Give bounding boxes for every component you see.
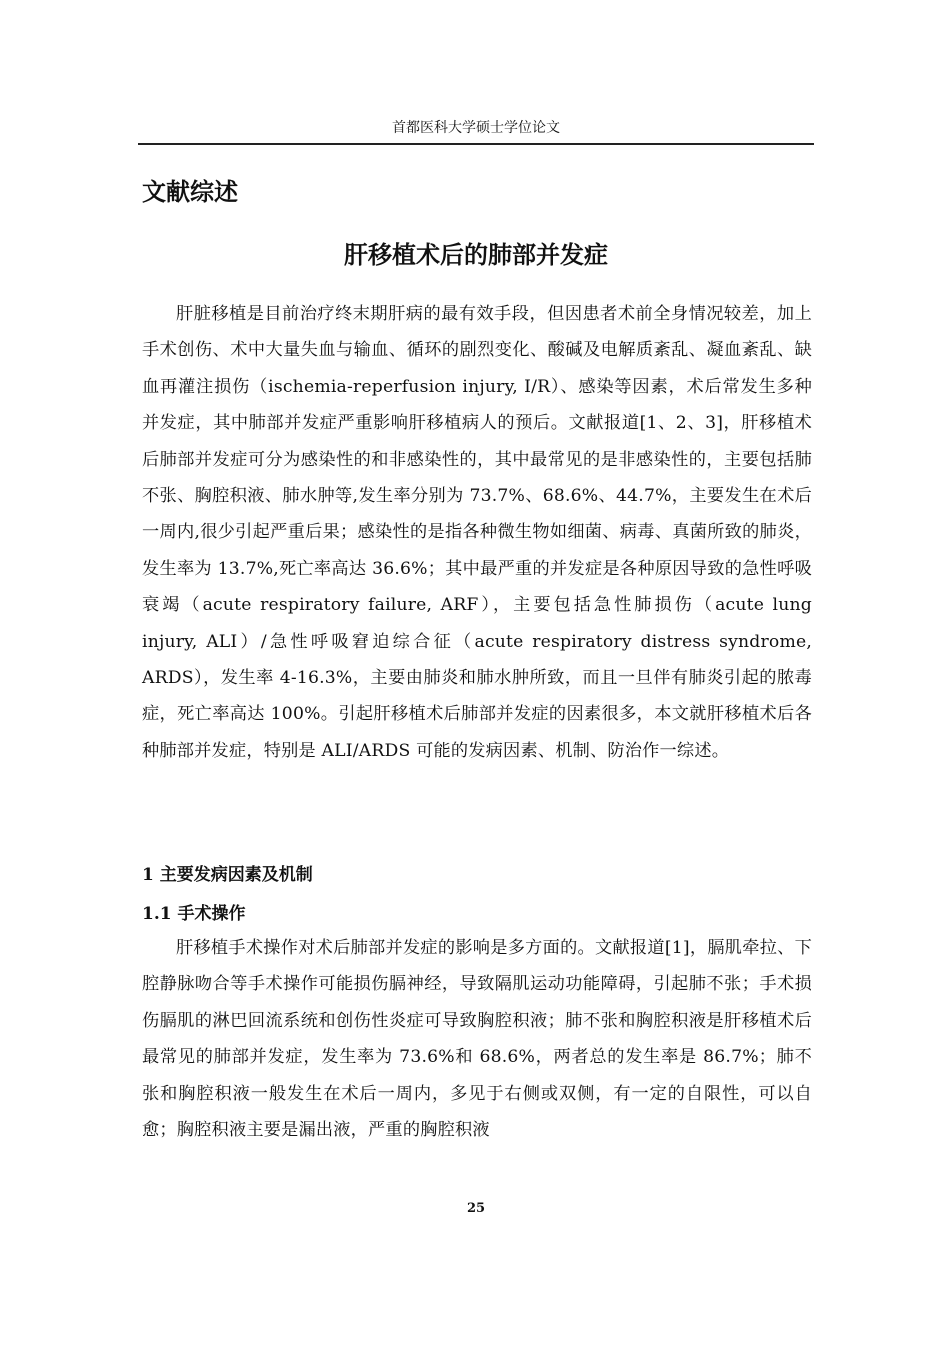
running-header: 首都医科大学硕士学位论文	[392, 120, 560, 136]
heading-1: 1 主要发病因素及机制	[142, 865, 313, 885]
heading-1-1: 1.1 手术操作	[142, 904, 246, 924]
page-number: 25	[466, 1201, 486, 1216]
surgery-paragraph: 肝移植手术操作对术后肺部并发症的影响是多方面的。文献报道[1]，膈肌牵拉、下腔静脉吻合等手术操作可能损伤膈神经，导致隔肌运动功能障碍，引起肺不张；手术损伤膈肌的淋巴回流系统和创伤性炎症可导致胸腔积液；肺不张和胸腔积液是肝移植术后最常见的肺部并发症，发生率为 73.6%和 68.6%，两者总的发生率是 86.7%；肺不张和胸腔积液一般发生在术后一周内，多见于右侧或双侧，有一定的自限性，可以自愈；胸腔积液主要是漏出液，严重的胸腔积液	[142, 938, 812, 1141]
intro-paragraph: 肝脏移植是目前治疗终末期肝病的最有效手段，但因患者术前全身情况较差，加上手术创伤、术中大量失血与输血、循环的剧烈变化、酸碱及电解质紊乱、凝血紊乱、缺血再灌注损伤（ischemia-reperfusion injury, I/R）、感染等因素，术后常发生多种并发症，其中肺部并发症严重影响肝移植病人的预后。文献报道[1、2、3]，肝移植术后肺部并发症可分为感染性的和非感染性的，其中最常见的是非感染性的，主要包括肺不张、胸腔积液、肺水肿等,发生率分别为 73.7%、68.6%、44.7%，主要发生在术后一周内,很少引起严重后果；感染性的是指各种微生物如细菌、病毒、真菌所致的肺炎，发生率为 13.7%,死亡率高达 36.6%；其中最严重的并发症是各种原因导致的急性呼吸衰竭（acute respiratory failure, ARF），主要包括急性肺损伤（acute lung injury, ALI）/急性呼吸窘迫综合征（acute respiratory distress syndrome, ARDS），发生率 4-16.3%，主要由肺炎和肺水肿所致，而且一旦伴有肺炎引起的脓毒症，死亡率高达 100%。引起肝移植术后肺部并发症的因素很多，本文就肝移植术后各种肺部并发症，特别是 ALI/ARDS 可能的发病因素、机制、防治作一综述。	[142, 304, 812, 761]
article-title: 肝移植术后的肺部并发症	[344, 241, 608, 269]
section-title: 文献综述	[142, 178, 238, 206]
header-rule	[138, 143, 814, 145]
